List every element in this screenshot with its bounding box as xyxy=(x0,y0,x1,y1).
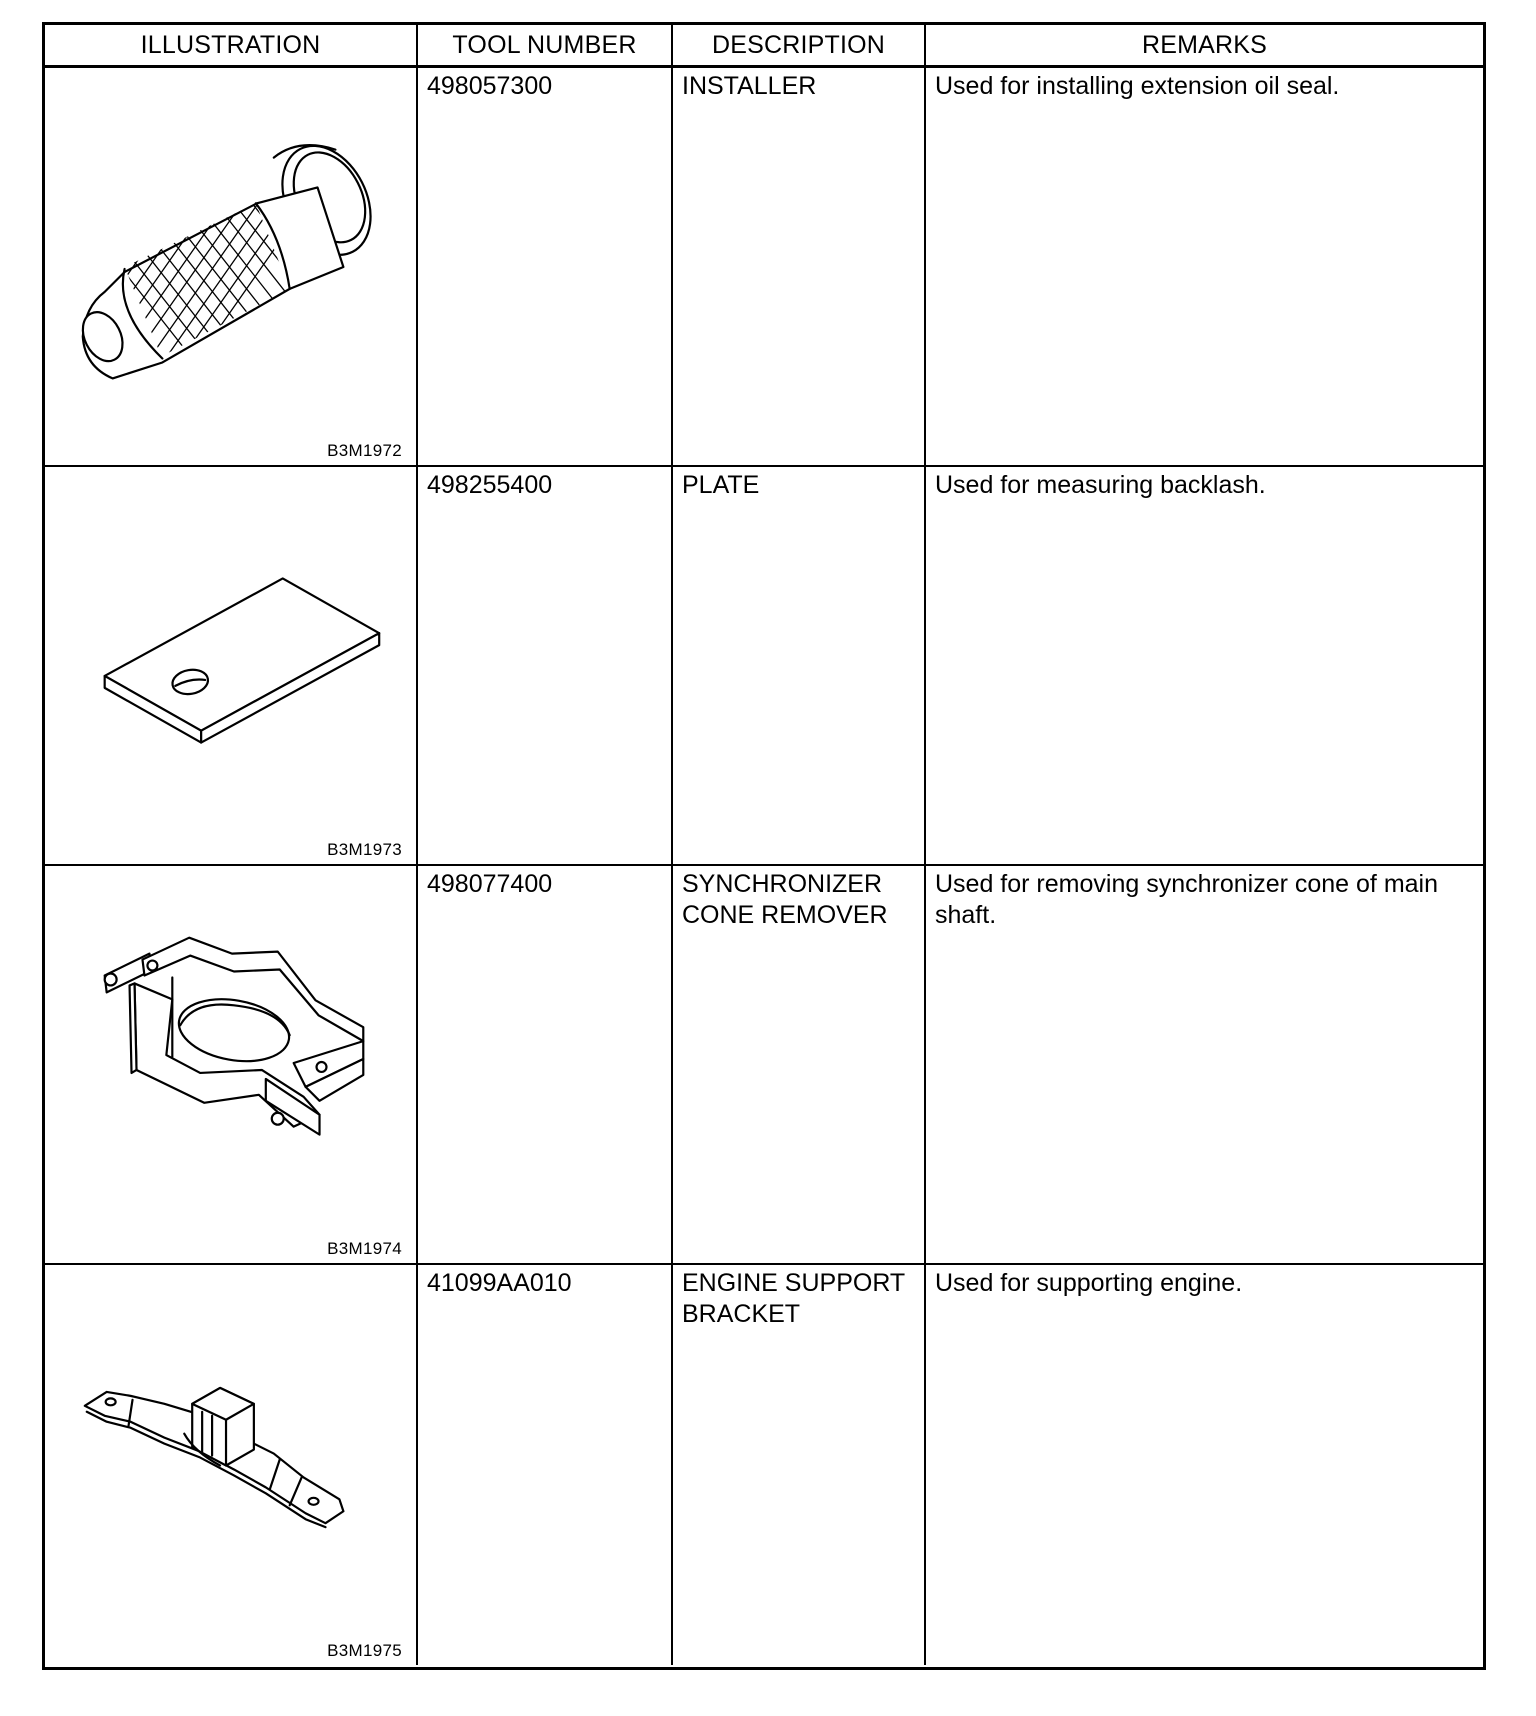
figure-id: B3M1973 xyxy=(327,840,402,859)
description-line: BRACKET xyxy=(682,1300,801,1328)
plate-icon xyxy=(45,467,416,864)
header-illustration: ILLUSTRATION xyxy=(45,25,418,65)
engine-support-bracket-icon xyxy=(45,1265,416,1665)
illustration-cell xyxy=(45,1265,418,1665)
description-line: SYNCHRONIZER xyxy=(682,870,883,898)
remarks-line: Used for installing extension oil seal. xyxy=(935,72,1340,100)
figure-id: B3M1972 xyxy=(327,441,402,460)
figure-id: B3M1974 xyxy=(327,1239,402,1258)
table-row xyxy=(45,467,1483,866)
description xyxy=(673,467,926,864)
header-description: DESCRIPTION xyxy=(673,25,926,65)
tool-number: 498255400 xyxy=(418,467,673,864)
description-line: CONE REMOVER xyxy=(682,901,888,929)
header-remarks: REMARKS xyxy=(1141,30,1268,59)
cone-remover-icon xyxy=(45,866,416,1263)
remarks xyxy=(926,467,1483,864)
remarks xyxy=(926,866,1483,1263)
description xyxy=(673,68,926,465)
table-row xyxy=(45,1265,1483,1665)
illustration-cell xyxy=(45,467,418,864)
table-row xyxy=(45,68,1483,467)
knurled-installer-icon xyxy=(45,68,416,465)
remarks-line: shaft. xyxy=(935,901,997,929)
table-row xyxy=(45,866,1483,1265)
description xyxy=(673,866,926,1263)
special-tools-table xyxy=(42,22,1486,1670)
remarks-line: Used for measuring backlash. xyxy=(935,471,1266,499)
description-line: ENGINE SUPPORT xyxy=(682,1269,906,1297)
illustration-cell xyxy=(45,866,418,1263)
remarks xyxy=(926,1265,1483,1665)
figure-id: B3M1975 xyxy=(327,1641,402,1660)
tool-number: 498077400 xyxy=(418,866,673,1263)
header-tool-number: TOOL NUMBER xyxy=(418,25,673,65)
description-line: PLATE xyxy=(682,471,760,499)
remarks xyxy=(926,68,1483,465)
remarks-line: Used for supporting engine. xyxy=(935,1269,1243,1297)
description xyxy=(673,1265,926,1665)
table-header-row xyxy=(45,25,1483,68)
remarks-line: Used for removing synchronizer cone of main xyxy=(935,870,1439,898)
tool-number: 498057300 xyxy=(418,68,673,465)
tool-number: 41099AA010 xyxy=(418,1265,673,1665)
description-line: INSTALLER xyxy=(682,72,817,100)
illustration-cell xyxy=(45,68,418,465)
